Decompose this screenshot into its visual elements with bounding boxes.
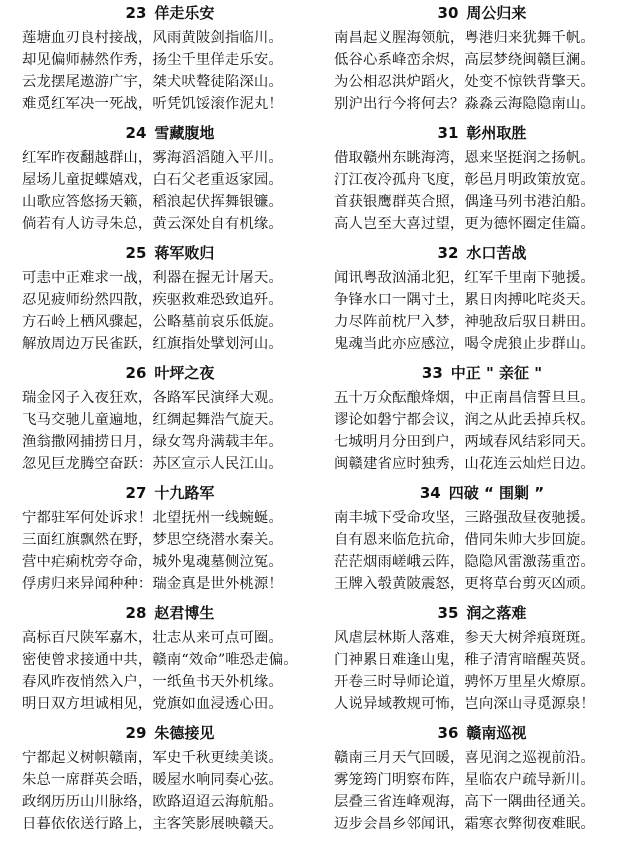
- poem-block: [334, 483, 630, 603]
- poem-number: 23: [125, 4, 147, 22]
- poem-line: 五十万众酝酿烽烟，中正南昌信誓旦旦。: [334, 390, 595, 406]
- poem-line: 难觅红军决一死战，听凭饥馁滚作泥丸！: [22, 96, 283, 112]
- poem-line: 屋场儿童捉蝶嬉戏，白石父老重返家园。: [22, 172, 283, 188]
- left-column: [22, 3, 318, 843]
- poem-line: 南昌起义腥海领航，粤港归来犹舞千帆。: [334, 30, 595, 46]
- poem-line: 忍见疲师纷然四散，疾驱救难恐致追歼。: [22, 292, 283, 308]
- poem-title-text: 润之落难: [466, 604, 527, 622]
- poem-line: 明日双方坦诚相见，党旗如血浸透心田。: [22, 696, 283, 712]
- poem-line: 七城明月分田到户，两域春风结彩同天。: [334, 434, 595, 450]
- poem-title-text: 叶坪之夜: [154, 364, 215, 382]
- poem-line: 密使曾求接通中共，赣南“效命”唯恐走偏。: [22, 652, 298, 668]
- poem-title: [334, 3, 630, 27]
- poem-title: [334, 603, 630, 627]
- poem-line: 赣南三月天气回暖，喜见润之巡视前沿。: [334, 750, 595, 766]
- poem-block: [334, 723, 630, 843]
- poem-line: 南丰城下受命攻坚，三路强敌昼夜驰援。: [334, 510, 595, 526]
- poem-number: 30: [437, 4, 459, 22]
- poem-number: 28: [125, 604, 147, 622]
- poem-line: 山歌应答悠扬天籁，稻浪起伏挥舞银镰。: [22, 194, 283, 210]
- poem-title-text: 佯走乐安: [154, 4, 215, 22]
- poem-title-text: 赣南巡视: [466, 724, 527, 742]
- poem-line: 为公相忍洪炉蹈火，处变不惊铁背擎天。: [334, 74, 595, 90]
- poem-line: 开卷三时导师论道，骋怀万里星火燎原。: [334, 674, 595, 690]
- poem-block: [22, 363, 318, 483]
- poem-line: 谬论如磐宁都会议，润之从此丢掉兵权。: [334, 412, 595, 428]
- poem-line: 风虐层林斯人落难，参天大树斧痕斑斑。: [334, 630, 595, 646]
- poem-line: 俘虏归来异闻种种：瑞金真是世外桃源！: [22, 576, 283, 592]
- poem-line: 力尽阵前枕尸入梦，神驰敌后驭日耕田。: [334, 314, 595, 330]
- poem-line: 宁都驻军何处诉求！北望抚州一线蜿蜒。: [22, 510, 283, 526]
- poem-line: 日暮依依送行路上，主客笑影展映赣天。: [22, 816, 283, 832]
- poem-title: [22, 243, 318, 267]
- poem-number: 34: [419, 484, 441, 502]
- poem-line: 莲塘血刃良村接战，风雨黄陂剑指临川。: [22, 30, 283, 46]
- poem-title-text: 蒋军败归: [154, 244, 215, 262]
- poem-title-text: 彰州取胜: [466, 124, 527, 142]
- poem-line: 迈步会昌乡邻闻讯，霜寒衣弊彻夜难眠。: [334, 816, 595, 832]
- poem-number: 35: [437, 604, 459, 622]
- poem-block: [22, 3, 318, 123]
- poem-block: [22, 483, 318, 603]
- poem-line: 三面红旗飘然在野，梦思空绕潜水秦关。: [22, 532, 283, 548]
- poem-line: 闽赣建省应时独秀，山花连云灿烂日边。: [334, 456, 595, 472]
- poem-title: [22, 363, 318, 387]
- poem-line: 飞马交驰儿童遍地，红绸起舞浩气旋天。: [22, 412, 283, 428]
- poem-block: [334, 603, 630, 723]
- right-column: [334, 3, 630, 843]
- poem-line: 可恚中正难求一战，利器在握无计屠天。: [22, 270, 283, 286]
- poem-number: 26: [125, 364, 147, 382]
- poem-block: [22, 123, 318, 243]
- poem-title-text: 朱德接见: [154, 724, 215, 742]
- poem-line: 低谷心系峰峦余烬，高层梦绕闽赣巨澜。: [334, 52, 595, 68]
- poem-line: 解放周边万民雀跃，红旗指处擘划河山。: [22, 336, 283, 352]
- poem-line: 别沪出行今将何去？淼淼云海隐隐南山。: [334, 96, 595, 112]
- poem-block: [22, 603, 318, 723]
- poem-title: [22, 3, 318, 27]
- poem-title: [22, 723, 318, 747]
- poem-line: 层叠三省连峰观海，高下一隅曲径通关。: [334, 794, 595, 810]
- poem-line: 雾笼筠门明察布阵，星临农户疏导新川。: [334, 772, 595, 788]
- poem-line: 忽见巨龙腾空奋跃：苏区宣示人民江山。: [22, 456, 283, 472]
- poem-number: 25: [125, 244, 147, 262]
- poem-block: [22, 723, 318, 843]
- poem-line: 瑞金冈子入夜狂欢，各路军民演绎大观。: [22, 390, 283, 406]
- poem-line: 却见偏师赫然作秀，扬尘千里佯走乐安。: [22, 52, 283, 68]
- poem-line: 宁都起义树帜赣南，军史千秋更续美谈。: [22, 750, 283, 766]
- poem-line: 王牌入彀黄陂震怒，更将草台剪灭凶顽。: [334, 576, 595, 592]
- poem-title-text: 四破 “ 围剿 ”: [448, 484, 545, 502]
- poem-number: 29: [125, 724, 147, 742]
- poem-number: 32: [437, 244, 459, 262]
- poem-number: 36: [437, 724, 459, 742]
- poem-line: 汀江夜冷孤舟飞度，彰邑月明政策放宽。: [334, 172, 595, 188]
- poem-title: [334, 723, 630, 747]
- poem-line: 营中疟痢枕旁夺命，城外鬼魂墓侧泣冤。: [22, 554, 283, 570]
- poem-line: 高人岂至大喜过望，更为德怀圈定佳篇。: [334, 216, 595, 232]
- poem-title-text: 雪藏腹地: [154, 124, 215, 142]
- poem-title: [22, 483, 318, 507]
- poem-number: 24: [125, 124, 147, 142]
- poem-line: 闻讯粤敌汹涌北犯，红军千里南下驰援。: [334, 270, 595, 286]
- poem-title: [334, 123, 630, 147]
- poem-title-text: 水口苦战: [466, 244, 527, 262]
- poem-line: 渔翁撒网捕捞日月，绿女驾舟满载丰年。: [22, 434, 283, 450]
- poem-title: [334, 243, 630, 267]
- poem-line: 春风昨夜悄然入户，一纸鱼书天外机缘。: [22, 674, 283, 690]
- poem-line: 政纲历历山川脉络，欧路迢迢云海航船。: [22, 794, 283, 810]
- poem-line: 倘若有人访寻朱总，黄云深处自有机缘。: [22, 216, 283, 232]
- poem-title-text: 周公归来: [466, 4, 527, 22]
- poem-line: 首获银鹰群英合照，偶逢马列书港泊船。: [334, 194, 595, 210]
- poem-title: [22, 123, 318, 147]
- poem-line: 高标百尺陕军嘉木，壮志从来可点可圈。: [22, 630, 283, 646]
- poem-line: 云龙摆尾遨游广宇，桀犬吠聱徒陷深山。: [22, 74, 283, 90]
- poem-number: 33: [421, 364, 443, 382]
- poem-title-text: 赵君博生: [154, 604, 215, 622]
- poem-line: 茫茫烟雨嵯峨云阵，隐隐风雷激荡重峦。: [334, 554, 595, 570]
- poem-number: 27: [125, 484, 147, 502]
- poem-line: 方石岭上栖风骤起，公略墓前哀乐低旋。: [22, 314, 283, 330]
- poem-line: 朱总一席群英会晤，暖屋水响同奏心弦。: [22, 772, 283, 788]
- poem-title-text: 十九路军: [154, 484, 215, 502]
- poem-line: 争锋水口一隅寸土，累日肉搏叱咤炎天。: [334, 292, 595, 308]
- poem-line: 自有恩来临危抗命，借同朱帅大步回旋。: [334, 532, 595, 548]
- poem-block: [334, 363, 630, 483]
- poem-block: [334, 3, 630, 123]
- poem-title-text: 中正 " 亲征 ": [450, 364, 543, 382]
- poem-line: 门神累日难逢山鬼，稚子清宵暗醒英贤。: [334, 652, 595, 668]
- poem-block: [334, 243, 630, 363]
- poem-line: 人说异域教规可怖，岂向深山寻觅源泉！: [334, 696, 595, 712]
- poem-title: [334, 483, 630, 507]
- poem-title: [22, 603, 318, 627]
- poem-line: 借取赣州东眺海湾，恩来坚挺润之扬帆。: [334, 150, 595, 166]
- poem-block: [334, 123, 630, 243]
- poem-block: [22, 243, 318, 363]
- poem-line: 红军昨夜翻越群山，雾海滔滔随入平川。: [22, 150, 283, 166]
- poem-title: [334, 363, 630, 387]
- poem-number: 31: [437, 124, 459, 142]
- poem-line: 鬼魂当此亦应感泣，喝令虎狼止步群山。: [334, 336, 595, 352]
